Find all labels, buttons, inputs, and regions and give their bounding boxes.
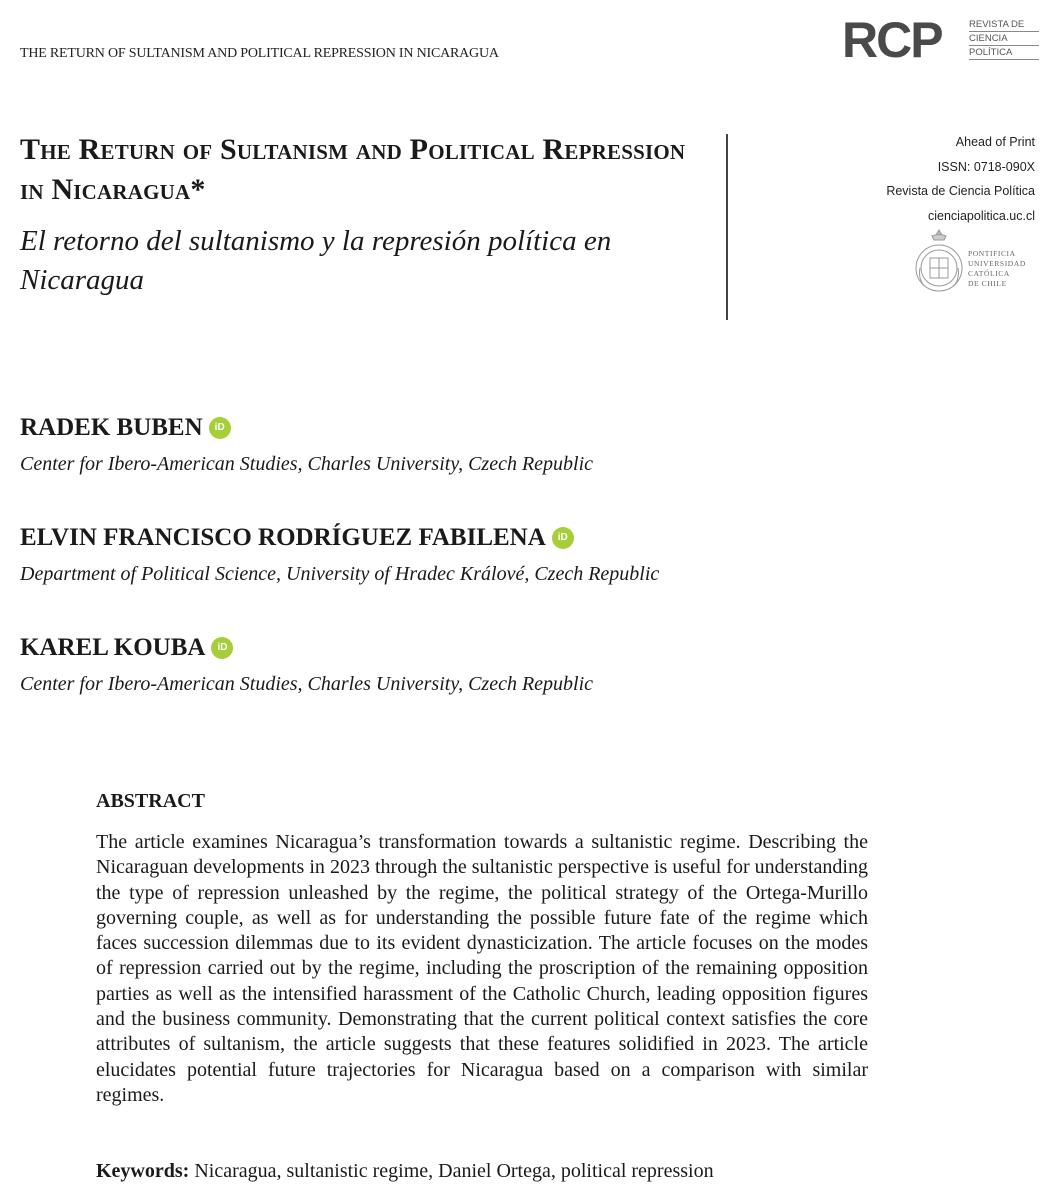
journal-website: cienciapolitica.uc.cl (928, 208, 1035, 223)
orcid-icon[interactable]: iD (209, 417, 231, 439)
publication-status: Ahead of Print (955, 135, 1035, 149)
keywords (96, 1159, 896, 1184)
journal-meta (886, 130, 1035, 228)
vertical-divider (726, 134, 728, 320)
logo-sub-line: POLÍTICA (969, 46, 1039, 60)
abstract-heading: ABSTRACT (96, 790, 205, 812)
article-subtitle-spanish: El retorno del sultanismo y la represión política en Nicaragua (20, 225, 612, 296)
rcp-logo-mark: RCP (842, 12, 942, 68)
author-name-text: ELVIN FRANCISCO RODRÍGUEZ FABILENA (20, 524, 546, 551)
author-affiliation: Center for Ibero-American Studies, Charles University, Czech Republic (20, 673, 594, 695)
logo-sub-line: REVISTA DE (969, 18, 1039, 32)
issn: ISSN: 0718-090X (937, 159, 1035, 174)
logo-sub-line: CIENCIA (969, 32, 1039, 46)
author-name-text: KAREL KOUBA (20, 634, 206, 661)
keywords-label: Keywords: (96, 1160, 190, 1182)
university-line: UNIVERSIDAD (968, 259, 1026, 268)
university-name (968, 249, 1026, 289)
author-affiliation: Department of Political Science, University of Hradec Králové, Czech Republic (20, 563, 660, 585)
university-seal-icon (914, 228, 964, 296)
abstract-text: The article examines Nicaragua’s transformation towards a sultanistic regime. Describing the Nicaraguan developments in 2023 through the sultanistic perspective is useful for understanding the type of repression unleashed by the regime, the political strategy of the Ortega-Murillo governing couple, as well as for understanding the possible future fate of the regime which faces succession dilemmas due to its evident dynasticization. The article focuses on the modes of repression carried out by the regime, including the proscription of the remaining opposition parties as well as the intensified harassment of the Catholic Church, leading opposition figures and the business community. Demonstrating that the current political context satisfies the core attributes of sultanism, the article suggests that these features solidified in 2023. The article elucidates potential future trajectories for Nicaragua based on a comparison with similar regimes. (96, 831, 868, 1106)
university-line: CATÓLICA (968, 269, 1010, 278)
author-affiliation: Center for Ibero-American Studies, Charles University, Czech Republic (20, 453, 594, 475)
author-name-text: RADEK BUBEN (20, 414, 203, 441)
rcp-logo-subtitle (969, 18, 1039, 60)
author-name (20, 523, 574, 553)
university-line: DE CHILE (968, 279, 1007, 288)
article-title: The Return of Sultanism and Political Repression in Nicaragua* (20, 133, 686, 206)
author-name (20, 413, 231, 443)
running-title: THE RETURN OF SULTANISM AND POLITICAL REPRESSION IN NICARAGUA (20, 46, 499, 61)
university-line: PONTIFICIA (968, 249, 1016, 258)
author-name (20, 633, 233, 663)
orcid-icon[interactable]: iD (552, 527, 574, 549)
journal-name: Revista de Ciencia Política (886, 184, 1035, 198)
orcid-icon[interactable]: iD (211, 637, 233, 659)
keywords-list: Nicaragua, sultanistic regime, Daniel Ortega, political repression (194, 1160, 714, 1182)
